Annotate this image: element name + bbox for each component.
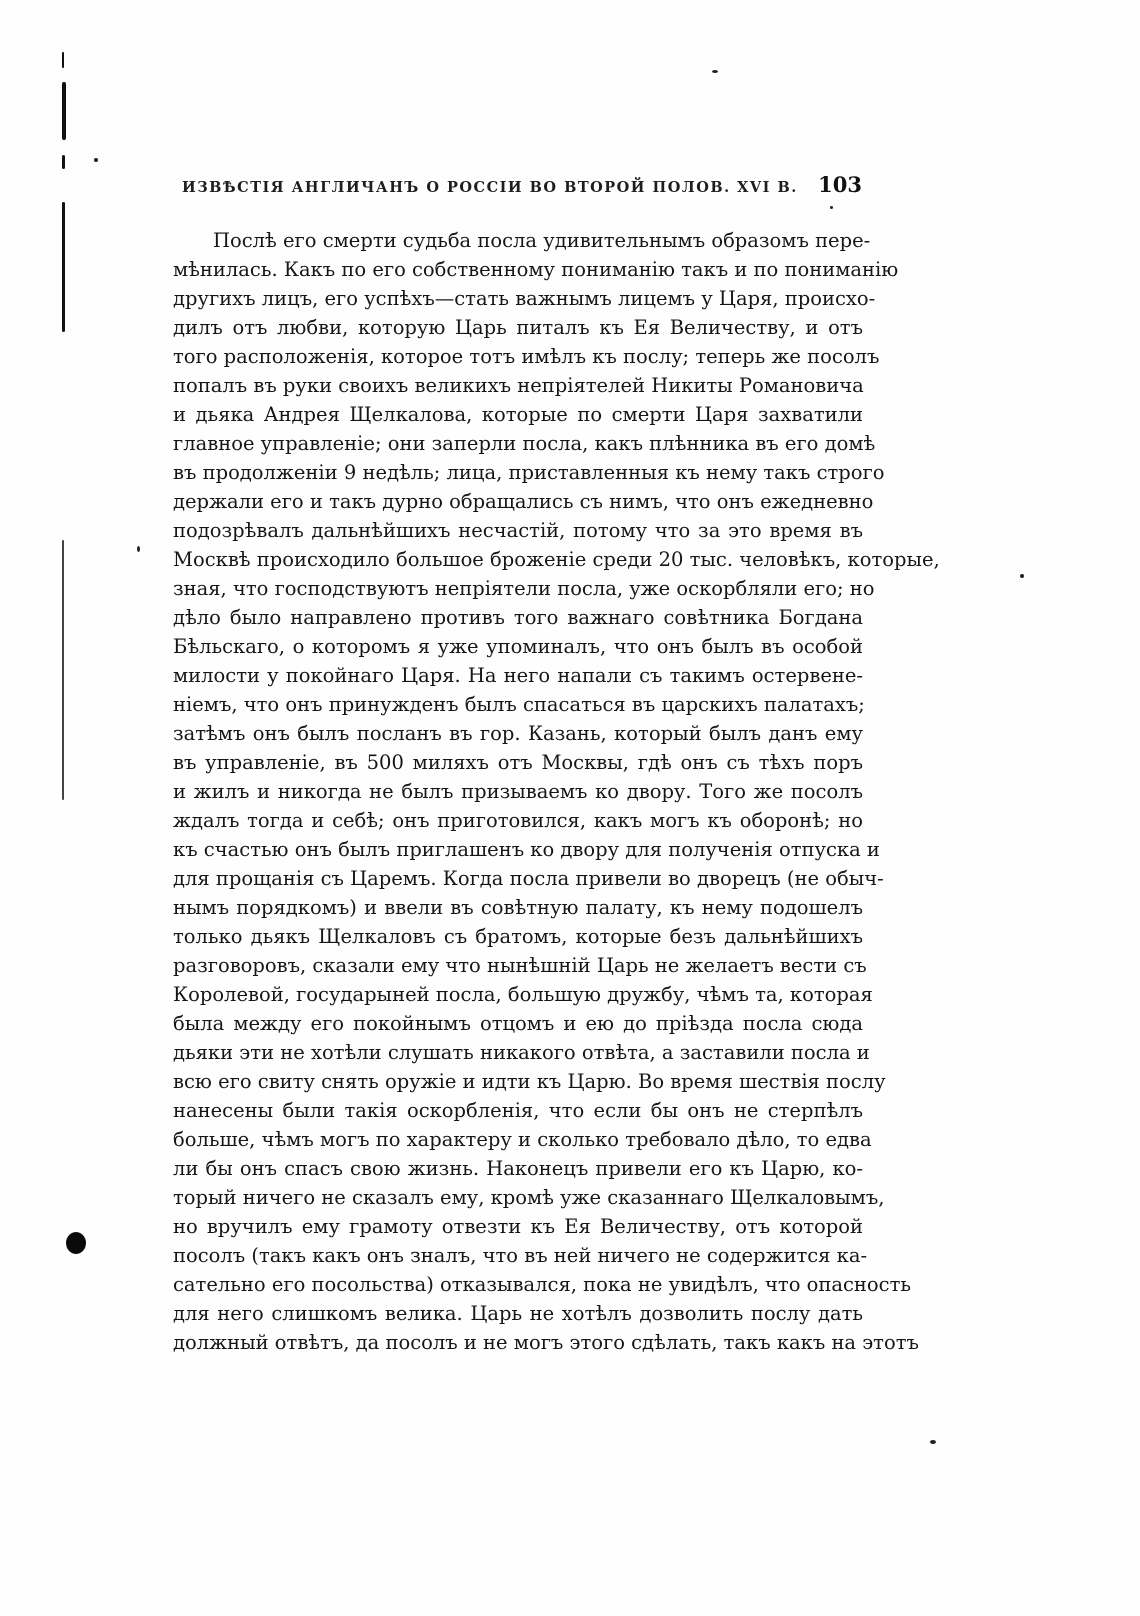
text-line: попалъ въ руки своихъ великихъ непріятелей Никиты Романовича	[173, 374, 864, 397]
text-line: разговоровъ, сказали ему что нынѣшній Царь не желаетъ вести съ	[173, 954, 867, 977]
page-number: 103	[818, 172, 862, 197]
text-line: подозрѣвалъ дальнѣйшихъ несчастій, потому что за это время въ	[173, 519, 863, 542]
body-text	[173, 226, 940, 1357]
text-line: Королевой, государыней посла, большую дружбу, чѣмъ та, которая	[173, 983, 873, 1006]
text-line: больше, чѣмъ могъ по характеру и сколько требовало дѣло, то едва	[173, 1128, 872, 1151]
text-line: къ счастью онъ былъ приглашенъ ко двору для полученія отпуска и	[173, 838, 880, 861]
text-line: для него слишкомъ велика. Царь не хотѣлъ дозволить послу дать	[173, 1302, 863, 1325]
running-title: ИЗВѢСТІЯ АНГЛИЧАНЪ О РОССІИ ВО ВТОРОЙ ПОЛОВ. XVI В.	[182, 179, 798, 196]
text-line: ждалъ тогда и себѣ; онъ приготовился, какъ могъ къ оборонѣ; но	[173, 809, 863, 832]
scan-speck	[94, 158, 98, 162]
text-line: того расположенія, которое тотъ имѣлъ къ послу; теперь же посолъ	[173, 345, 880, 368]
text-line: дьяки эти не хотѣли слушать никакого отвѣта, а заставили посла и	[173, 1041, 870, 1064]
text-line: держали его и такъ дурно обращались съ нимъ, что онъ ежедневно	[173, 490, 874, 513]
text-line: главное управленіе; они заперли посла, какъ плѣнника въ его домѣ	[173, 432, 876, 455]
text-line: Послѣ его смерти судьба посла удивительнымъ образомъ пере-	[213, 229, 871, 252]
text-line: для прощанія съ Царемъ. Когда посла привели во дворецъ (не обыч-	[173, 867, 884, 890]
scan-speck	[1020, 574, 1024, 578]
scan-margin-mark	[62, 155, 65, 169]
text-line: затѣмъ онъ былъ посланъ въ гор. Казань, который былъ данъ ему	[173, 722, 863, 745]
text-line: въ продолженіи 9 недѣль; лица, приставленныя къ нему такъ строго	[173, 461, 885, 484]
text-line: должный отвѣтъ, да посолъ и не могъ этого сдѣлать, такъ какъ на этотъ	[173, 1331, 919, 1354]
text-line: дилъ отъ любви, которую Царь питалъ къ Ея Величеству, и отъ	[173, 316, 863, 339]
text-line: въ управленіе, въ 500 миляхъ отъ Москвы, гдѣ онъ съ тѣхъ поръ	[173, 751, 863, 774]
text-line: посолъ (такъ какъ онъ зналъ, что въ ней ничего не содержится ка-	[173, 1244, 868, 1267]
text-line: нанесены были такія оскорбленія, что если бы онъ не стерпѣлъ	[173, 1099, 863, 1122]
scan-margin-mark	[62, 82, 66, 140]
scan-speck	[830, 206, 833, 209]
text-line: торый ничего не сказалъ ему, кромѣ уже сказаннаго Щелкаловымъ,	[173, 1186, 885, 1209]
text-line: но вручилъ ему грамоту отвезти къ Ея Величеству, отъ которой	[173, 1215, 863, 1238]
scan-speck	[712, 70, 718, 73]
scan-margin-mark	[62, 52, 64, 68]
text-line: ніемъ, что онъ принужденъ былъ спасаться въ царскихъ палатахъ;	[173, 693, 865, 716]
scan-margin-mark	[62, 540, 64, 800]
text-line: Москвѣ происходило большое броженіе среди 20 тыс. человѣкъ, которые,	[173, 548, 940, 571]
text-line: мѣнилась. Какъ по его собственному пониманію такъ и по пониманію	[173, 258, 899, 281]
scan-margin-mark	[62, 202, 65, 332]
text-line: была между его покойнымъ отцомъ и ею до пріѣзда посла сюда	[173, 1012, 863, 1035]
text-line: нымъ порядкомъ) и ввели въ совѣтную палату, къ нему подошелъ	[173, 896, 863, 919]
text-line: всю его свиту снять оружіе и идти къ Царю. Во время шествія послу	[173, 1070, 886, 1093]
scan-speck	[930, 1440, 936, 1444]
text-line: зная, что господствуютъ непріятели посла, уже оскорбляли его; но	[173, 577, 875, 600]
text-line: Бѣльскаго, о которомъ я уже упоминалъ, что онъ былъ въ особой	[173, 635, 863, 658]
text-line: милости у покойнаго Царя. На него напали съ такимъ остервене-	[173, 664, 863, 687]
text-line: ли бы онъ спасъ свою жизнь. Наконецъ привели его къ Царю, ко-	[173, 1157, 863, 1180]
scan-speck	[137, 546, 140, 552]
text-line: дѣло было направлено противъ того важнаго совѣтника Богдана	[173, 606, 863, 629]
ink-blot	[66, 1232, 86, 1254]
running-header	[182, 172, 862, 197]
text-line: другихъ лицъ, его успѣхъ—стать важнымъ лицемъ у Царя, происхо-	[173, 287, 876, 310]
text-line: и жилъ и никогда не былъ призываемъ ко двору. Того же посолъ	[173, 780, 863, 803]
text-line: сательно его посольства) отказывался, пока не увидѣлъ, что опасность	[173, 1273, 911, 1296]
text-line: только дьякъ Щелкаловъ съ братомъ, которые безъ дальнѣйшихъ	[173, 925, 863, 948]
text-line: и дьяка Андрея Щелкалова, которые по смерти Царя захватили	[173, 403, 863, 426]
